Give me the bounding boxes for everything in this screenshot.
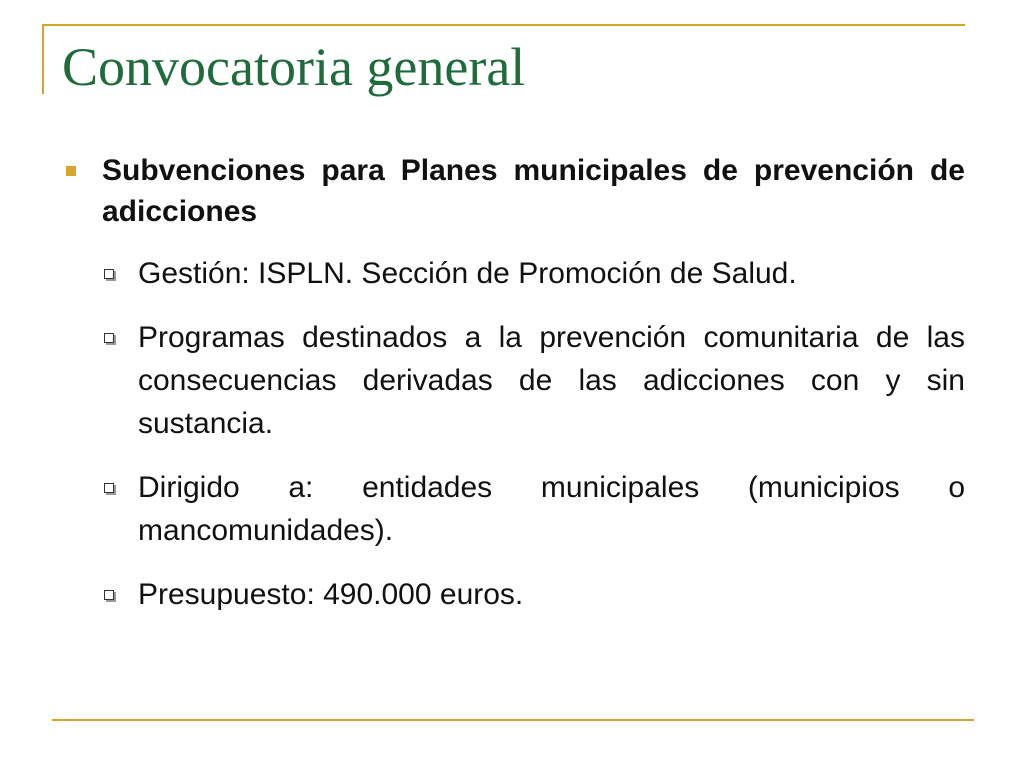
main-bullet-point: [62, 150, 965, 232]
frame-left-rule: [42, 24, 44, 94]
hollow-square-bullet-icon: [104, 483, 114, 493]
slide-title: Convocatoria general: [62, 37, 526, 97]
sub-bullet-point: [62, 573, 965, 616]
sub-point-text: Programas destinados a la prevención comunitaria de las consecuencias derivadas de las adicciones con y sin sustancia.: [138, 321, 965, 440]
frame-bottom-rule: [52, 719, 974, 721]
sub-point-text: Dirigido a: entidades municipales (municipios o mancomunidades).: [138, 471, 965, 547]
hollow-square-bullet-icon: [104, 269, 114, 279]
slide-body: [62, 150, 965, 637]
square-bullet-icon: [66, 166, 76, 176]
sub-point-text: Presupuesto: 490.000 euros.: [138, 578, 524, 611]
sub-bullet-point: [62, 466, 965, 552]
hollow-square-bullet-icon: [104, 590, 114, 600]
sub-point-text: Gestión: ISPLN. Sección de Promoción de Salud.: [138, 257, 797, 290]
main-point-text: Subvenciones para Planes municipales de prevención de adicciones: [102, 154, 965, 228]
hollow-square-bullet-icon: [104, 333, 114, 343]
frame-top-rule: [42, 24, 965, 26]
sub-bullet-point: [62, 316, 965, 445]
sub-bullet-point: [62, 252, 965, 295]
